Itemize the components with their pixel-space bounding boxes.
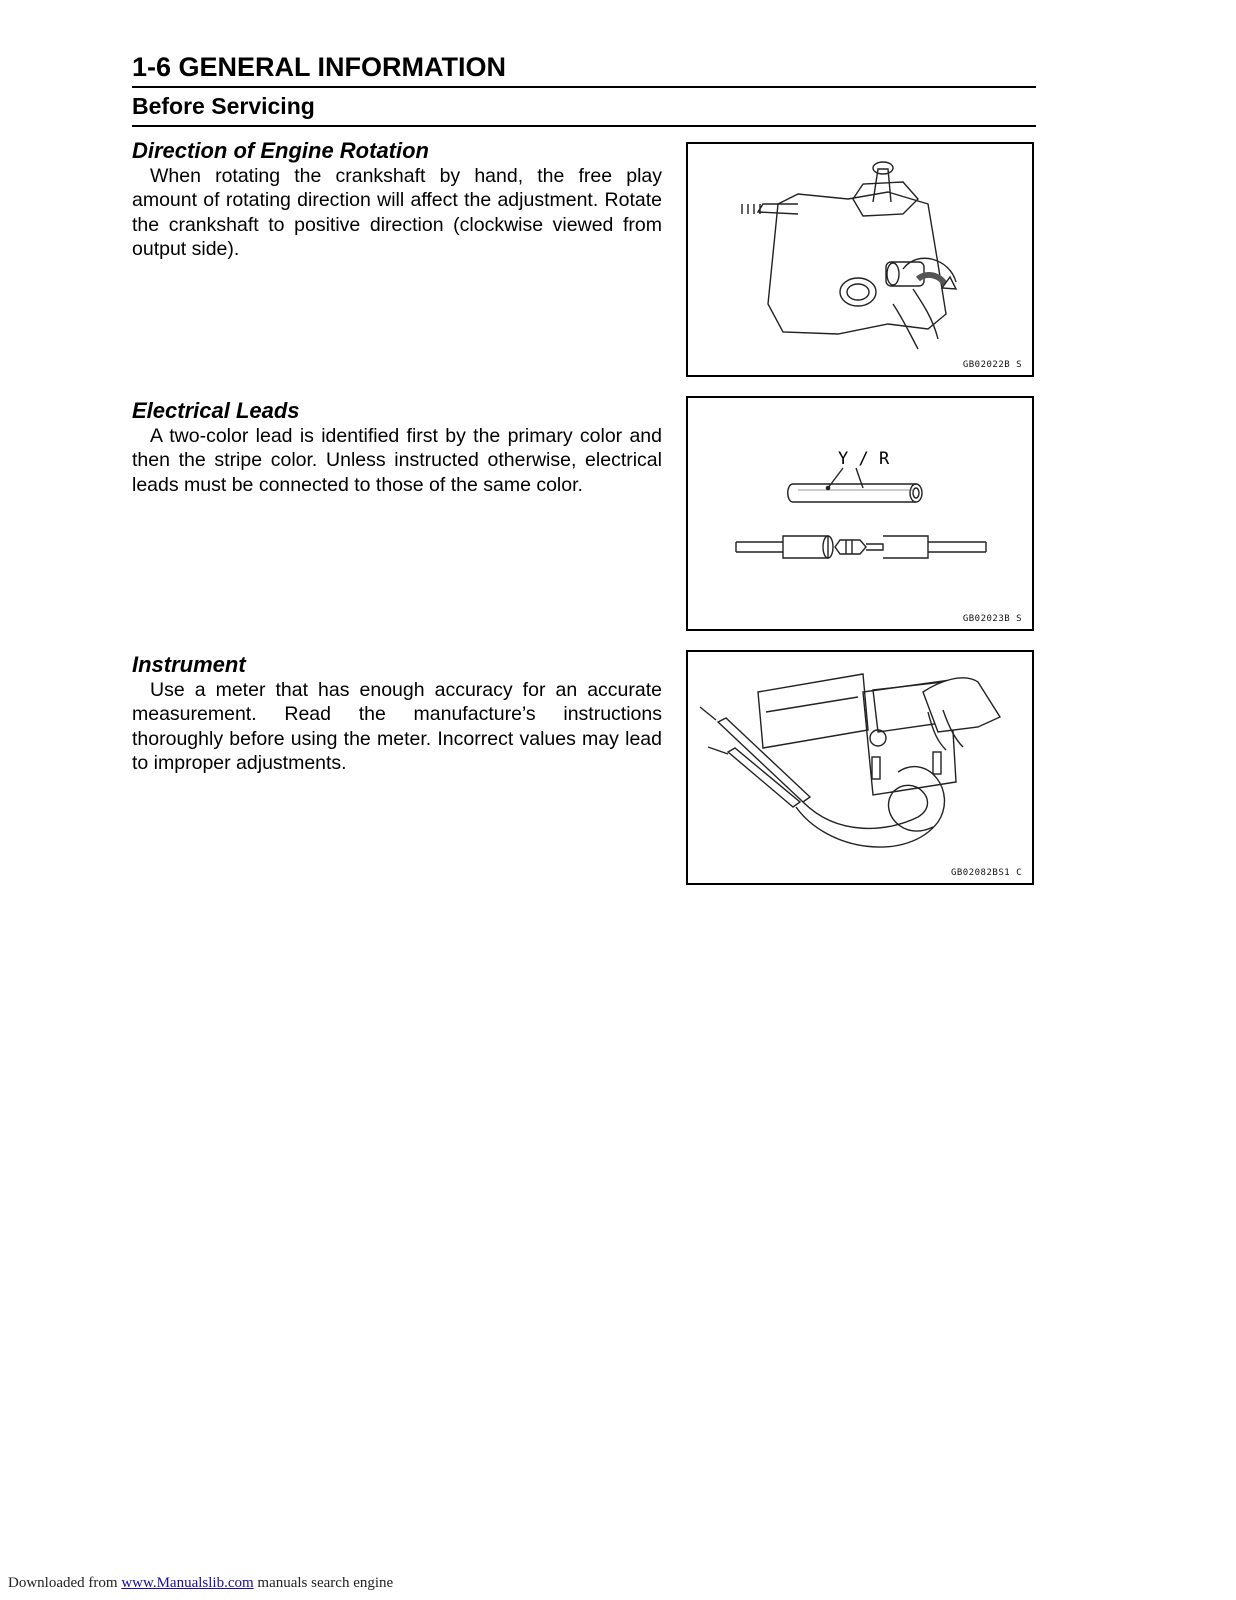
section-heading: Direction of Engine Rotation	[132, 138, 429, 163]
figure-code: GB02022B S	[962, 360, 1022, 370]
download-footer	[8, 1575, 393, 1592]
footer-prefix: Downloaded from	[8, 1575, 118, 1591]
wire-illustration	[688, 398, 1032, 629]
section-engine-rotation	[132, 137, 662, 261]
section-body: When rotating the crankshaft by hand, the free play amount of rotating direction will affect the adjustment. Rotate the crankshaft to positive direction (clockwise viewed from output side).	[132, 165, 662, 260]
section-heading: Instrument	[132, 652, 246, 677]
page-header	[132, 48, 1036, 127]
footer-suffix: manuals search engine	[257, 1575, 394, 1591]
crankcase-illustration	[688, 144, 1032, 375]
instrument-figure	[686, 650, 1034, 885]
lead-color-label: Y / R	[838, 449, 890, 469]
engine-rotation-figure	[686, 142, 1034, 377]
electrical-leads-figure	[686, 396, 1034, 631]
meter-illustration	[688, 652, 1032, 883]
section-rule	[132, 125, 1036, 127]
page-title: 1-6 GENERAL INFORMATION	[132, 52, 507, 82]
section-instrument	[132, 651, 662, 775]
section-body: Use a meter that has enough accuracy for an accurate measurement. Read the manufacture’s instructions thoroughly before using the meter. Incorrect values may lead to improper adjustments.	[132, 679, 662, 774]
section-electrical-leads	[132, 397, 662, 497]
section-body: A two-color lead is identified first by the primary color and then the stripe color. Unless instructed otherwise, electrical leads must be connected to those of the same color.	[132, 425, 662, 496]
figure-code: GB02082BS1 C	[950, 868, 1022, 878]
section-title: Before Servicing	[132, 93, 315, 119]
figure-code: GB02023B S	[962, 614, 1022, 624]
section-heading: Electrical Leads	[132, 398, 300, 423]
manualslib-link[interactable]: www.Manualslib.com	[121, 1575, 254, 1591]
